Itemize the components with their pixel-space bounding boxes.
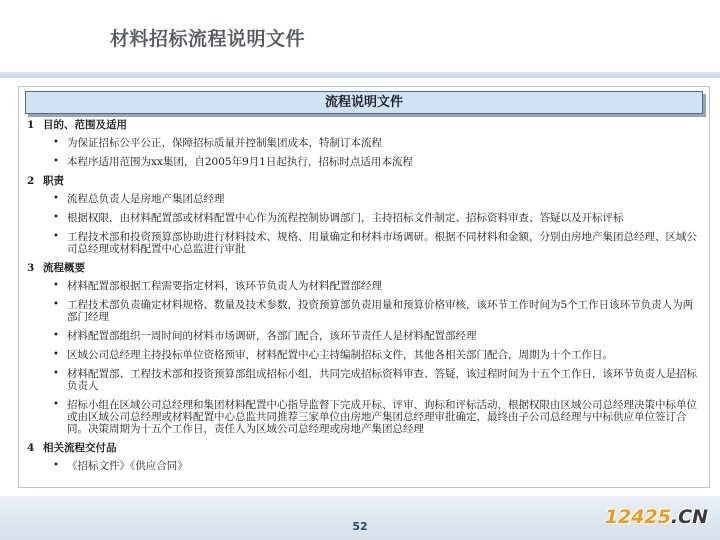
list-item-text: 本程序适用范围为xx集团，自2005年9月1日起执行，招标时点适用本流程 [67, 156, 413, 168]
list-item-text: 流程总负责人是房地产集团总经理 [67, 193, 225, 205]
section-title: 相关流程交付品 [43, 442, 117, 454]
list-item [27, 156, 703, 168]
bullet-icon: • [53, 137, 59, 148]
bullet-icon: • [53, 368, 59, 379]
watermark-logo [605, 506, 708, 528]
section-number: 2 [27, 175, 35, 187]
section [27, 175, 703, 255]
section-heading [27, 175, 703, 187]
list-item-text: 材料配置部根据工程需要指定材料，该环节负责人为材料配置部经理 [67, 280, 382, 292]
section [27, 119, 703, 168]
list-item-text: 材料配置部组织一周时间的材料市场调研，各部门配合，该环节责任人是材料配置部经理 [67, 330, 477, 342]
section-number: 3 [27, 262, 35, 274]
bullet-icon: • [53, 231, 59, 242]
section-number: 1 [27, 119, 35, 131]
list-item [27, 231, 703, 255]
bullet-icon: • [53, 399, 59, 410]
list-item [27, 460, 703, 472]
list-item [27, 299, 703, 323]
bullet-icon: • [53, 193, 59, 204]
list-item [27, 212, 703, 224]
list-item-text: 《招标文件》《供应合同》 [67, 460, 188, 472]
section-heading [27, 442, 703, 454]
section-number: 4 [27, 442, 35, 454]
list-item [27, 330, 703, 342]
page-title: 材料招标流程说明文件 [110, 28, 306, 50]
list-item-text: 材料配置部、工程技术部和投资预算部组成招标小组，共同完成招标资料审查、答疑，该过程时间为十五个工作日，该环节负责人是招标负责人 [67, 368, 697, 392]
section-title: 职责 [43, 175, 64, 187]
list-item [27, 349, 703, 361]
list-item [27, 137, 703, 149]
list-item-text: 区域公司总经理主持投标单位资格预审，材料配置中心主持编制招标文件，其他各相关部门配合，周期为十个工作日。 [67, 349, 613, 361]
list-item [27, 193, 703, 205]
section-heading [27, 262, 703, 274]
bullet-icon: • [53, 349, 59, 360]
list-item [27, 280, 703, 292]
watermark-suffix: .CN [670, 506, 708, 528]
list-item [27, 399, 703, 435]
section [27, 442, 703, 472]
bullet-icon: • [53, 212, 59, 223]
page-number: 52 [352, 520, 368, 533]
list-item-text: 为保证招标公平公正，保障招标质量并控制集团成本，特制订本流程 [67, 137, 382, 149]
content-panel [18, 86, 710, 488]
list-item-text: 工程技术部和投资预算部协助进行材料技术、规格、用量确定和材料市场调研。根据不同材料和金额，分别由房地产集团总经理、区域公司总经理或材料配置中心总监进行审批 [67, 231, 697, 255]
section-list [27, 119, 703, 479]
bullet-icon: • [53, 460, 59, 471]
top-divider [0, 72, 720, 78]
bullet-icon: • [53, 330, 59, 341]
list-item-text: 工程技术部负责确定材料规格、数量及技术参数，投资预算部负责用量和预算价格审核，该环节工作时间为5个工作日该环节负责人为两部门经理 [67, 299, 694, 323]
list-item-text: 招标小组在区域公司总经理和集团材料配置中心指导监督下完成开标、评审、询标和评标活动，根据权限由区域公司总经理决策中标单位或由区域公司总经理或材料配置中心总监共同推荐三家单位由房地产集团总经理审批确定，最终由子公司总经理与中标供应单位签订合同。决策周期为十五个工作日，责任人为区域公司总经理或房地产集团总经理 [67, 399, 697, 435]
watermark-text: 12425 [604, 506, 671, 528]
list-item-text: 根据权限，由材料配置部或材料配置中心作为流程控制协调部门，主持招标文件制定、招标资料审查、答疑以及开标评标 [67, 212, 624, 224]
panel-title: 流程说明文件 [25, 91, 703, 114]
list-item [27, 368, 703, 392]
section-title: 流程概要 [43, 262, 85, 274]
bullet-icon: • [53, 156, 59, 167]
section [27, 262, 703, 435]
bullet-icon: • [53, 299, 59, 310]
bullet-icon: • [53, 280, 59, 291]
section-heading [27, 119, 703, 131]
section-title: 目的、范围及适用 [43, 119, 127, 131]
